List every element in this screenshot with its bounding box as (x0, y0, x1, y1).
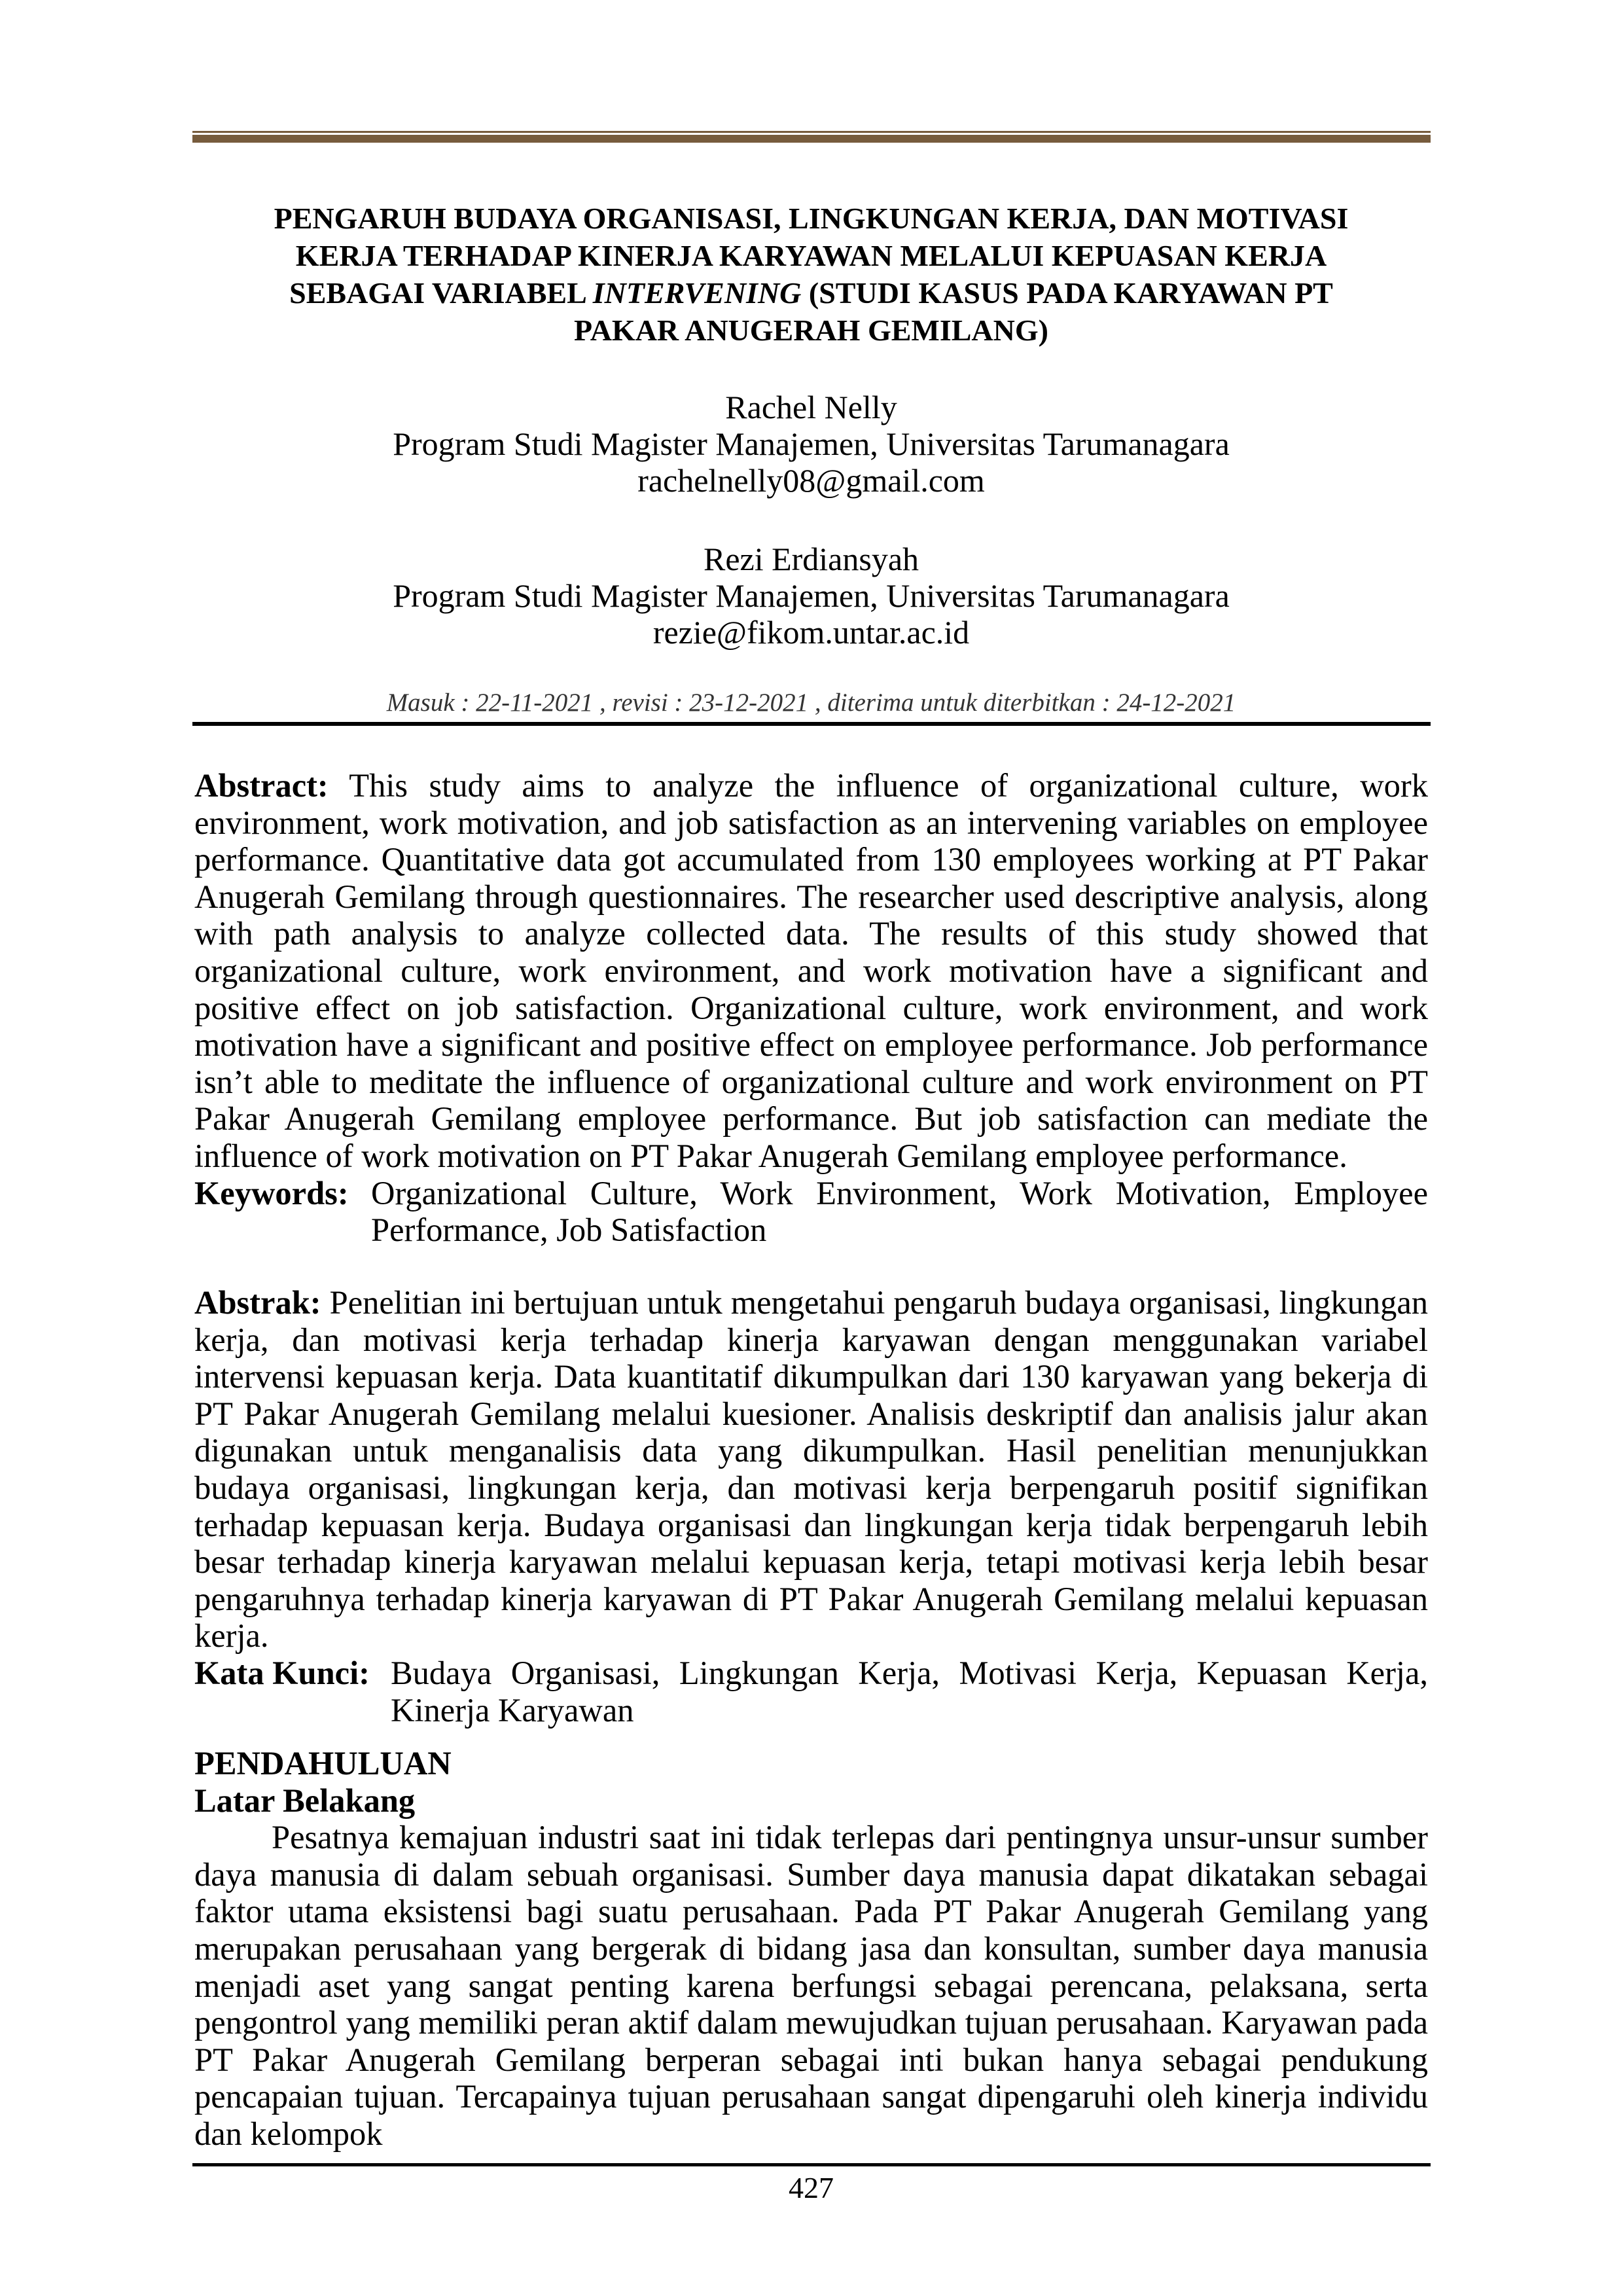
abstract-text: This study aims to analyze the influence of organizational culture, work environment, work motivation, and job satisfaction as an intervening variables on employee performance. Quantitative data got accumulated from 130 employees working at PT Pakar Anugerah Gemilang through questionnaires. The researcher used descriptive analysis, along with path analysis to analyze collected data. The results of this study showed that organizational culture, work environment, and work motivation have a significant and positive effect on job satisfaction. Organizational culture, work environment, and work motivation have a significant and positive effect on employee performance. Job performance isn’t able to meditate the influence of organizational culture and work environment on PT Pakar Anugerah Gemilang employee performance. But job satisfaction can mediate the influence of work motivation on PT Pakar Anugerah Gemilang employee performance. (194, 767, 1428, 1174)
section-heading: PENDAHULUAN (194, 1745, 452, 1782)
author-block-2 (194, 541, 1428, 651)
author-block-1 (194, 389, 1428, 499)
abstrak-paragraph (194, 1284, 1428, 1655)
title-line-3 (194, 274, 1428, 312)
title-line-2: KERJA TERHADAP KINERJA KARYAWAN MELALUI KEPUASAN KERJA (295, 239, 1327, 272)
abstrak-text: Penelitian ini bertujuan untuk mengetahui pengaruh budaya organisasi, lingkungan kerja, dan motivasi kerja terhadap kinerja karyawan dengan menggunakan variabel intervensi kepuasan kerja. Data kuantitatif dikumpulkan dari 130 karyawan yang bekerja di PT Pakar Anugerah Gemilang melalui kuesioner. Analisis deskriptif dan analisis jalur akan digunakan untuk menganalisis data yang dikumpulkan. Hasil penelitian menunjukkan budaya organisasi, lingkungan kerja, dan motivasi kerja berpengaruh positif signifikan terhadap kepuasan kerja. Budaya organisasi dan lingkungan kerja tidak berpengaruh lebih besar terhadap kinerja karyawan melalui kepuasan kerja, tetapi motivasi kerja lebih besar pengaruhnya terhadap kinerja karyawan di PT Pakar Anugerah Gemilang melalui kepuasan kerja. (194, 1284, 1428, 1655)
intro-paragraph: Pesatnya kemajuan industri saat ini tidak terlepas dari pentingnya unsur-unsur sumber daya manusia di dalam sebuah organisasi. Sumber daya manusia dapat dikatakan sebagai faktor utama eksistensi bagi suatu perusahaan. Pada PT Pakar Anugerah Gemilang yang merupakan perusahaan yang bergerak di bidang jasa dan konsultan, sumber daya manusia menjadi aset yang sangat penting karena berfungsi sebagai perencana, pelaksana, serta pengontrol yang memiliki peran aktif dalam mewujudkan tujuan perusahaan. Karyawan pada PT Pakar Anugerah Gemilang berperan sebagai inti bukan hanya sebagai pendukung pencapaian tujuan. Tercapainya tujuan perusahaan sangat dipengaruhi oleh kinerja individu dan kelompok (194, 1819, 1428, 2152)
abstract-english (194, 767, 1428, 1249)
author-name: Rachel Nelly (725, 389, 897, 425)
keywords-text: Organizational Culture, Work Environment, Work Motivation, Employee Performance, Job Satisfaction (371, 1174, 1428, 1249)
title-line-4: PAKAR ANUGERAH GEMILANG) (574, 314, 1048, 347)
author-affiliation: Program Studi Magister Manajemen, Universitas Tarumanagara (393, 425, 1230, 462)
introduction-section (194, 1745, 1428, 2153)
kata-kunci-label: Kata Kunci: (194, 1654, 370, 1691)
kata-kunci-text: Budaya Organisasi, Lingkungan Kerja, Motivasi Kerja, Kepuasan Kerja, Kinerja Karyawan (391, 1654, 1428, 1729)
title-italic-term: INTERVENING (592, 276, 802, 310)
kata-kunci-row (194, 1655, 1428, 1729)
author-email[interactable]: rachelnelly08@gmail.com (637, 462, 985, 499)
footer-rule (192, 2163, 1431, 2166)
subsection-heading: Latar Belakang (194, 1782, 416, 1819)
title-line-1: PENGARUH BUDAYA ORGANISASI, LINGKUNGAN KERJA, DAN MOTIVASI (274, 202, 1349, 235)
paper-title (194, 200, 1428, 349)
header-rule-thick (192, 135, 1431, 143)
abstract-label: Abstract: (194, 767, 329, 804)
keywords-label: Keywords: (194, 1174, 349, 1211)
dates-rule (192, 722, 1431, 726)
author-email[interactable]: rezie@fikom.untar.ac.id (652, 614, 970, 651)
author-affiliation: Program Studi Magister Manajemen, Universitas Tarumanagara (393, 577, 1230, 614)
abstract-indonesian (194, 1284, 1428, 1729)
title-line-3-suffix: (STUDI KASUS PADA KARYAWAN PT (801, 276, 1333, 310)
abstract-paragraph (194, 767, 1428, 1175)
title-line-3-prefix: SEBAGAI VARIABEL (289, 276, 593, 310)
author-name: Rezi Erdiansyah (703, 541, 919, 577)
submission-dates: Masuk : 22-11-2021 , revisi : 23-12-2021 , diterima untuk diterbitkan : 24-12-2021 (386, 689, 1236, 717)
header-rule-thin (192, 131, 1431, 133)
abstrak-label: Abstrak: (194, 1284, 321, 1321)
keywords-row (194, 1175, 1428, 1249)
page-number: 427 (789, 2171, 834, 2204)
